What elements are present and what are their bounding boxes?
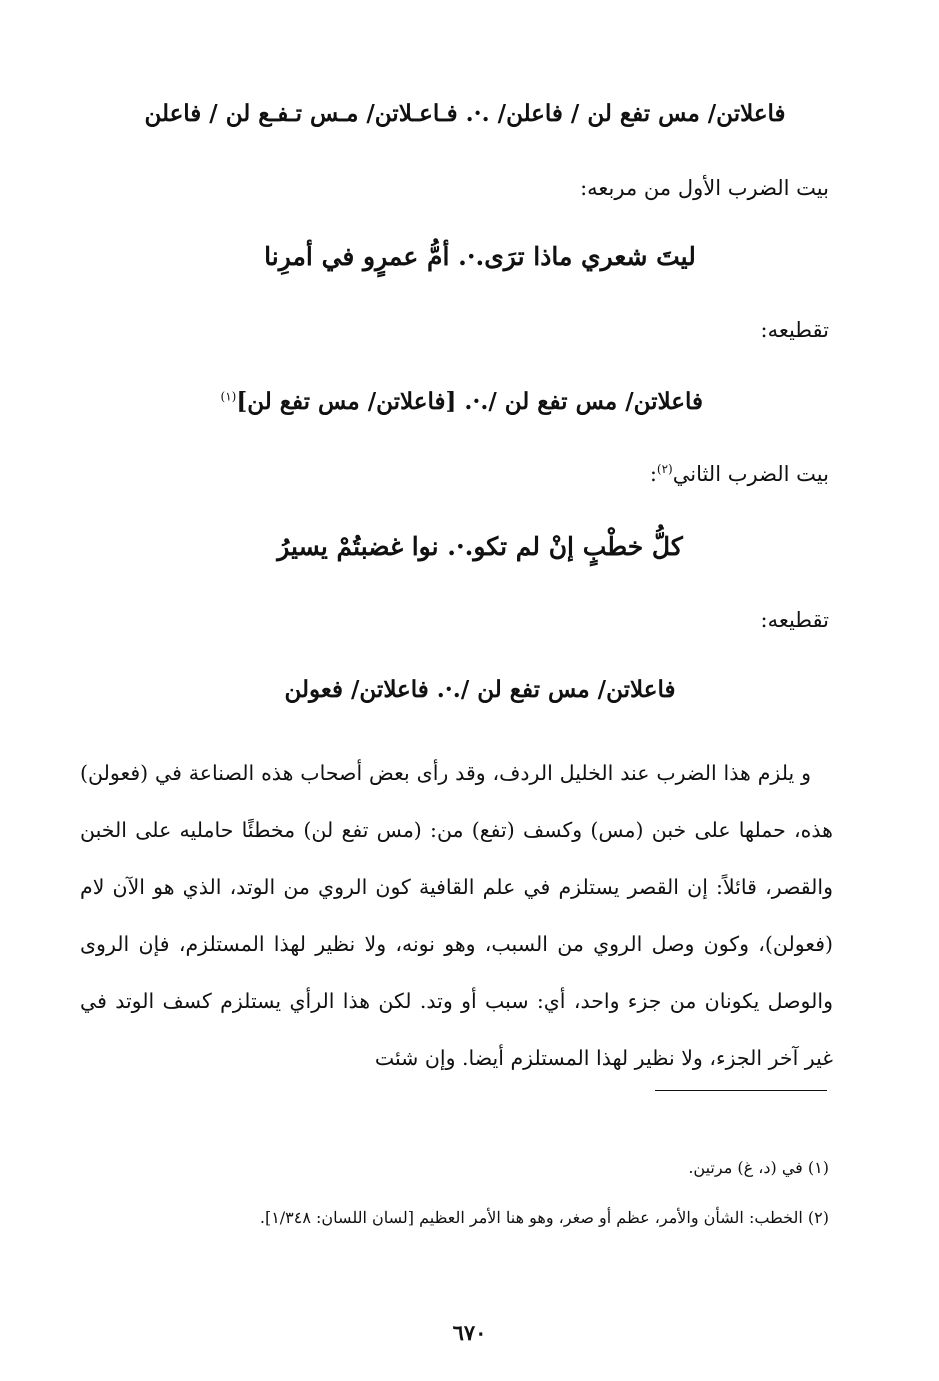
footnote-1: (١) في (د، غ) مرتين. [688, 1158, 829, 1177]
scansion-line-2 [221, 388, 703, 415]
taqtiuhu-label-1: تقطيعه: [760, 318, 829, 342]
scansion-line-3: فاعلاتن/ مس تفع لن /.·. فاعلاتن/ فعولن [284, 676, 676, 703]
footnote-separator [655, 1090, 827, 1091]
body-paragraph [80, 745, 833, 1087]
section-heading-second-text: بيت الضرب الثاني [672, 462, 829, 486]
footnote-ref-1: (١) [220, 389, 237, 404]
taqtiuhu-label-2: تقطيعه: [760, 608, 829, 632]
section-heading-second-colon: : [649, 462, 657, 486]
page-number: ٦٧٠ [452, 1320, 487, 1345]
verse-line-2: كلُّ خطْبٍ إنْ لم تكو.·. نوا غضبتُمْ يسيرُ [277, 532, 683, 561]
body-paragraph-text: و يلزم هذا الضرب عند الخليل الردف، وقد رأى بعض أصحاب هذه الصناعة في (فعولن) هذه، حملها على خبن (مس) وكسف (تفع) من: (مس تفع لن) مخطئًا حامليه على الخبن والقصر، قائلاً: إن القصر يستلزم في علم القافية كون الروي من الوتد، الذي هو الآن لام (فعولن)، وكون وصل الروي من السبب، وهو نونه، ولا نظير لهذا المستلزم، فإن الروى والوصل يكونان من جزء واحد، أي: سبب أو وتد. لكن هذا الرأي يستلزم كسف الوتد في غير آخر الجزء، ولا نظير لهذا المستلزم أيضا. وإن شئت [80, 761, 833, 1070]
scansion-line-1: فاعلاتن/ مس تفع لن / فاعلن/ .·. فـاعـلاتن/ مـس تـفـع لن / فاعلن [144, 100, 786, 127]
footnote-2: (٢) الخطب: الشأن والأمر، عظم أو صغر، وهو هنا الأمر العظيم [لسان اللسان: ١/٣٤٨]. [259, 1208, 829, 1227]
section-heading-first-meter: بيت الضرب الأول من مربعه: [580, 176, 829, 200]
scansion-line-2-text: فاعلاتن/ مس تفع لن /.·. [فاعلاتن/ مس تفع لن] [236, 388, 703, 415]
verse-line-1: ليتَ شعري ماذا ترَى.·. أمُّ عمرٍو في أمرِنا [264, 242, 696, 271]
footnote-ref-2: (٢) [656, 462, 673, 476]
section-heading-second-meter [650, 462, 829, 486]
